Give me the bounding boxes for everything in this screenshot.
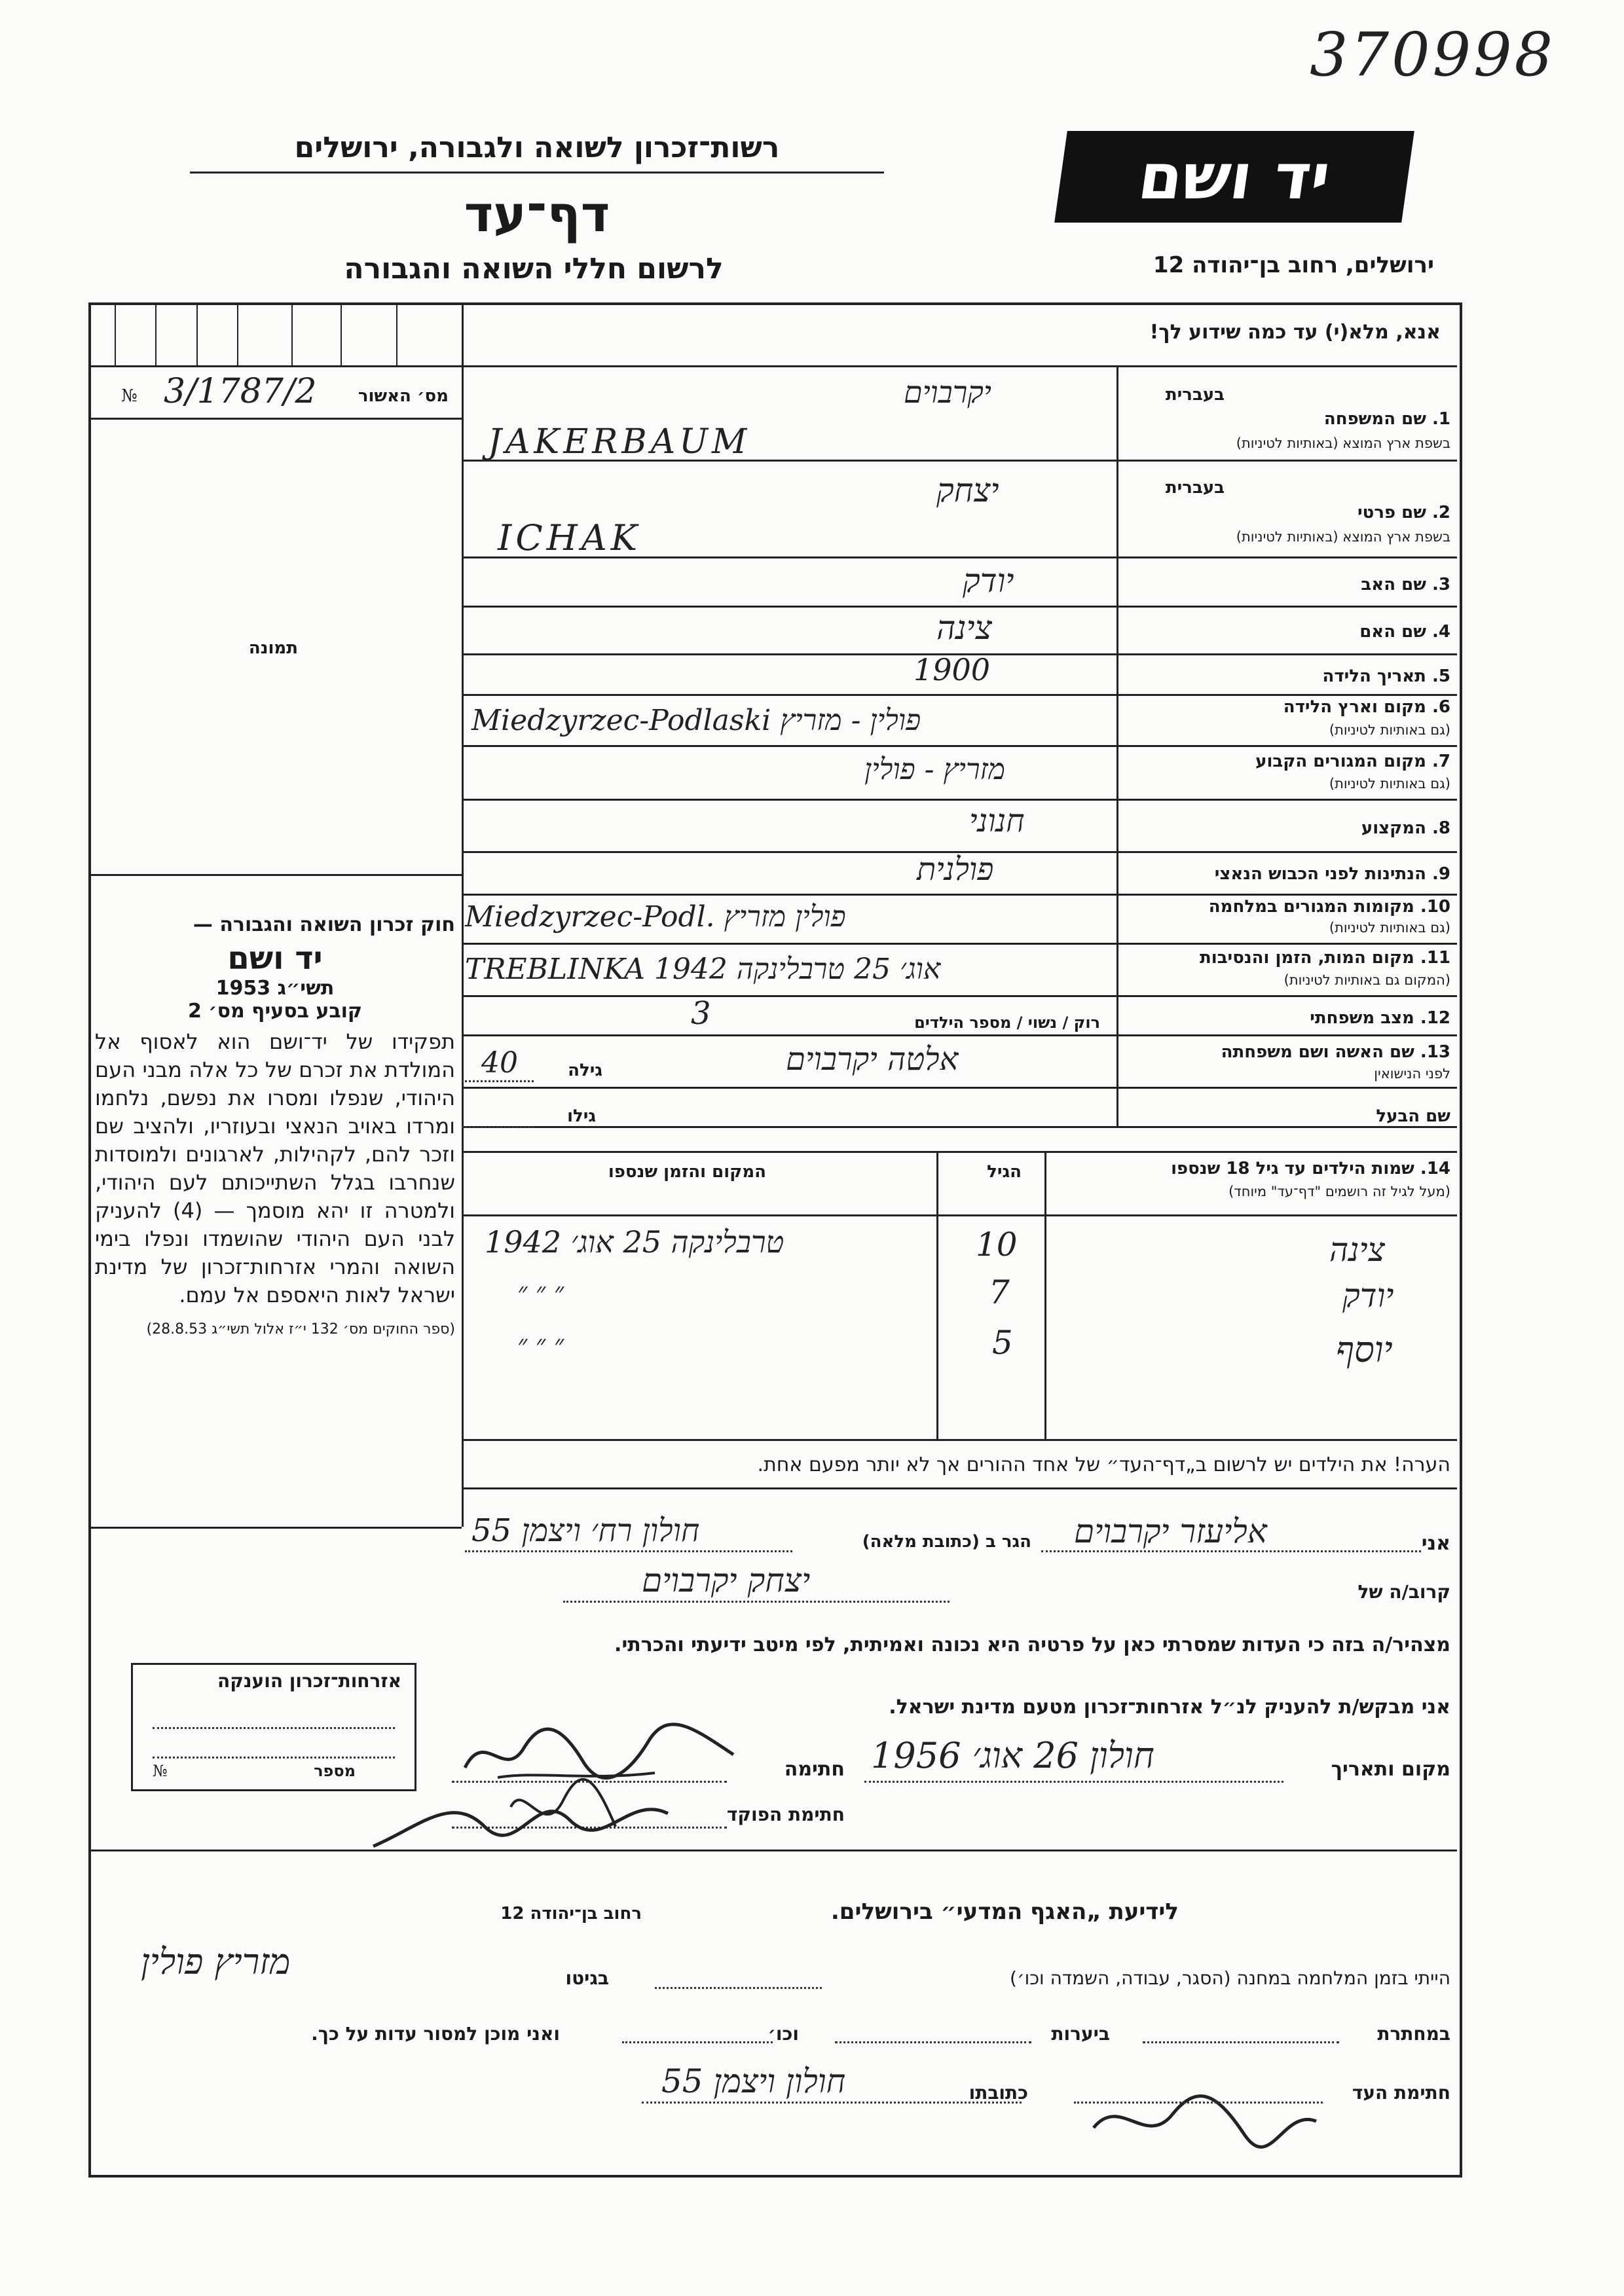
field-11-text: מקום המות, הזמן והנסיבות — [1200, 948, 1414, 968]
field-6-label — [1283, 697, 1450, 717]
field-1-sub: בשפת ארץ המוצא (באותיות לטיניות) — [1236, 435, 1450, 451]
field-10-label — [1209, 897, 1450, 917]
children-num: 14. — [1420, 1159, 1450, 1178]
field-5-label — [1322, 666, 1450, 686]
field-2-heb-label: בעברית — [1165, 478, 1225, 498]
decl-lives-label: הגר ב (כתובת מלאה) — [862, 1532, 1031, 1552]
bottom-underground: במחתרת — [1377, 2023, 1450, 2045]
field-12-text: מצב משפחתי — [1310, 1008, 1414, 1028]
child-2-place: ״ ״ ״ — [517, 1277, 564, 1307]
bottom-forests: ביערות — [1051, 2023, 1110, 2045]
law-ref: (ספר החוקים מס׳ 132 י״ז אלול תשי״ג 28.8.53) — [146, 1321, 455, 1338]
field-4-text: שם האם — [1359, 622, 1426, 642]
bottom-etc: וכו׳ — [767, 2023, 799, 2045]
bottom-address: רחוב בן־יהודה 12 — [500, 1904, 642, 1923]
decl-i-label: אני — [1421, 1532, 1450, 1555]
law-box — [95, 913, 455, 1489]
child-3-age: 5 — [992, 1324, 1013, 1362]
registration-number: 3/1787/2 — [164, 372, 317, 411]
husband-age-label: גילו — [567, 1106, 596, 1126]
husband-label: שם הבעל — [1376, 1106, 1450, 1126]
field-2-value-latin: ICHAK — [498, 517, 642, 558]
page-subtitle: לרשום חללי השואה והגבורה — [344, 252, 724, 285]
field-10-text: מקומות המגורים במלחמה — [1208, 897, 1414, 917]
photo-label: תמונה — [248, 638, 298, 658]
field-12-value: 3 — [691, 995, 711, 1032]
field-13-age-value: 40 — [481, 1046, 518, 1080]
field-11-value: TREBLINKA 1942 אוג׳ 25 טרבלינקה — [465, 953, 941, 986]
field-2-label — [1357, 503, 1450, 522]
child-1-place: טרבלינקה 25 אוג׳ 1942 — [485, 1224, 784, 1260]
decl-place-date-label: מקום ותאריך — [1331, 1758, 1450, 1781]
decl-signature-label: חתימה — [784, 1758, 845, 1781]
children-col-place: המקום והזמן שנספו — [608, 1162, 766, 1182]
field-9-value: פולנית — [917, 851, 994, 888]
field-10-value: Miedzyrzec-Podl. פולין מזריץ — [465, 900, 846, 934]
field-9-num: 9. — [1432, 864, 1450, 884]
field-13-age-label: גילה — [568, 1061, 602, 1080]
citizenship-box — [131, 1663, 416, 1791]
decl-relative-value: יצחק יקרבוים — [642, 1561, 811, 1599]
field-4-num: 4. — [1432, 622, 1450, 642]
yad-vashem-logo — [1054, 131, 1414, 223]
field-6-num: 6. — [1432, 697, 1450, 717]
field-2-num: 2. — [1432, 503, 1450, 522]
decl-address-value: חולון רח׳ ויצמן 55 — [471, 1512, 700, 1549]
child-2-name: יודק — [1342, 1277, 1394, 1315]
field-4-value: צינה — [936, 609, 992, 647]
field-8-num: 8. — [1432, 818, 1450, 838]
field-1-num: 1. — [1432, 409, 1450, 429]
archive-number: 370998 — [1310, 20, 1556, 90]
field-2-value-heb: יצחק — [936, 471, 999, 509]
field-7-text: מקום המגורים הקבוע — [1255, 752, 1426, 771]
field-8-label — [1361, 818, 1450, 838]
citizenship-no-symbol: № — [153, 1762, 168, 1780]
child-3-place: ״ ״ ״ — [517, 1330, 564, 1360]
law-name: יד ושם — [227, 940, 323, 977]
decl-request: אני מבקש/ת להעניק לנ״ל אזרחות־זכרון מטעם מדינת ישראל. — [889, 1696, 1450, 1719]
field-10-num: 10. — [1420, 897, 1450, 917]
field-6-text: מקום וארץ הלידה — [1283, 697, 1426, 717]
address: ירושלים, רחוב בן־יהודה 12 — [1153, 252, 1434, 278]
field-7-num: 7. — [1432, 752, 1450, 771]
field-5-text: תאריך הלידה — [1322, 666, 1426, 686]
field-2-sub: בשפת ארץ המוצא (באותיות לטיניות) — [1236, 529, 1450, 545]
field-13-value: אלטה יקרבוים — [786, 1041, 959, 1078]
field-12-label — [1310, 1008, 1450, 1028]
field-3-value: יודק — [963, 562, 1014, 600]
org-line: רשות־זכרון לשואה ולגבורה, ירושלים — [294, 131, 780, 164]
logo-text: יד ושם — [1134, 140, 1335, 213]
children-col-age: הגיל — [987, 1162, 1022, 1182]
law-title: חוק זכרון השואה והגבורה — — [193, 913, 455, 936]
field-5-num: 5. — [1432, 666, 1450, 686]
field-8-text: המקצוע — [1361, 818, 1426, 838]
child-1-age: 10 — [976, 1226, 1018, 1264]
field-7-sub: (גם באותיות לטיניות) — [1329, 776, 1450, 792]
field-9-text: הנתינות לפני הכבוש הנאצי — [1214, 864, 1426, 884]
field-12-num: 12. — [1420, 1008, 1450, 1028]
field-1-text: שם המשפחה — [1323, 409, 1426, 429]
registration-no-symbol: № — [121, 386, 138, 406]
field-11-sub: (המקום גם באותיות לטיניות) — [1283, 972, 1450, 988]
decl-statement: מצהיר/ה בזה כי העדות שמסרתי כאן על פרטיה היא נכונה ואמיתית, לפי מיטב ידיעתי והכרתי. — [614, 1633, 1450, 1656]
bottom-line1-label: הייתי בזמן המלחמה במחנה (הסגר, עבודה, השמדה וכו׳) — [1010, 1967, 1450, 1989]
instruction: אנא, מלא(י) עד כמה שידוע לך! — [1149, 321, 1441, 344]
decl-place-date-value: חולון 26 אוג׳ 1956 — [871, 1735, 1154, 1776]
law-clause: קובע בסעיף מס׳ 2 — [187, 1000, 363, 1023]
field-13-label — [1221, 1042, 1450, 1062]
field-13-sub: לפני הנישואין — [1374, 1066, 1450, 1082]
field-1-label — [1324, 409, 1450, 429]
field-4-label — [1359, 622, 1450, 642]
decl-officer-label: חתימת הפוקד — [726, 1804, 845, 1825]
field-7-label — [1255, 752, 1450, 771]
bottom-ready: ואני מוכן למסור עדות על כך. — [311, 2023, 560, 2045]
child-1-name: צינה — [1329, 1231, 1385, 1269]
decl-relative-label: קרוב/ה של — [1357, 1581, 1450, 1603]
bottom-ghetto-value: מזריץ פולין — [141, 1941, 291, 1982]
citizenship-number-label: מספר — [314, 1762, 356, 1780]
law-text: תפקידו של יד־ושם הוא לאסוף אל המולדת את זכרם של כל אלה מבני העם היהודי, שנפלו ומסרו את נפשם, נלחמו ומרדו באויב הנאצי ובעוזריו, ולהציב שם וזכר להם, לקהילות, לארגונים ולמוסדות שנחרבו בגלל השתייכותם לעם היהודי, ולמטרה זו יהא מוסמך — (4) להעניק לבני העם היהודי שהושמדו ונפלו בימי השואה והמרי אזרחות־זכרון של מדינת ישראל לאות היאספם אל עמם. — [95, 1029, 455, 1307]
org-underline — [190, 172, 884, 173]
bottom-title: לידיעת „האגף המדעי״ בירושלים. — [830, 1899, 1179, 1925]
field-13-num: 13. — [1420, 1042, 1450, 1062]
field-3-num: 3. — [1432, 575, 1450, 594]
law-year: תשי״ג 1953 — [215, 977, 335, 1000]
witness-label: חתימת העד — [1352, 2082, 1450, 2104]
field-10-sub: (גם באותיות לטיניות) — [1329, 920, 1450, 936]
field-1-heb-label: בעברית — [1165, 385, 1225, 405]
citizenship-title: אזרחות־זכרון הוענקה — [217, 1670, 401, 1692]
officer-signature — [367, 1768, 733, 1859]
children-subtitle: (מעל לגיל זה רושמים "דף־עד" מיוחד) — [1228, 1184, 1450, 1199]
field-7-value: מזריץ - פולין — [864, 753, 1005, 786]
field-6-sub: (גם באותיות לטיניות) — [1329, 722, 1450, 738]
children-title — [1171, 1159, 1450, 1178]
field-3-label — [1361, 575, 1450, 594]
field-8-value: חנוני — [969, 803, 1025, 839]
field-11-num: 11. — [1420, 948, 1450, 968]
field-13-text: שם האשה ושם משפחתה — [1221, 1042, 1414, 1062]
field-5-value: 1900 — [913, 652, 991, 687]
bottom-ghetto-label: בגיטו — [565, 1967, 609, 1989]
children-title-text: שמות הילדים עד גיל 18 שנספו — [1171, 1159, 1414, 1178]
field-1-value-heb: יקרבוים — [904, 374, 991, 410]
decl-i-value: אליעזר יקרבוים — [1074, 1512, 1267, 1550]
witness-address-value: חולון ויצמן 55 — [661, 2062, 846, 2100]
field-6-value: Miedzyrzec-Podlaski פולין - מזריץ — [471, 704, 921, 737]
field-12-status-label: רוק / נשוי / מספר הילדים — [914, 1013, 1100, 1032]
children-note: הערה! את הילדים יש לרשום ב„דף־העד״ של אחד ההורים אך לא יותר מפעם אחת. — [757, 1453, 1450, 1476]
child-2-age: 7 — [989, 1273, 1010, 1311]
field-1-value-latin: JAKERBAUM — [488, 422, 751, 462]
witness-signature — [1087, 2082, 1323, 2154]
child-3-name: יוסף — [1336, 1329, 1393, 1370]
field-2-text: שם פרטי — [1357, 503, 1426, 522]
field-3-text: שם האב — [1361, 575, 1426, 594]
field-9-label — [1215, 864, 1450, 884]
field-11-label — [1200, 948, 1450, 968]
page-title: דף־עד — [464, 185, 610, 243]
registration-label: מס׳ האשור — [358, 386, 449, 406]
witness-address-label: כתובתו — [969, 2082, 1028, 2104]
